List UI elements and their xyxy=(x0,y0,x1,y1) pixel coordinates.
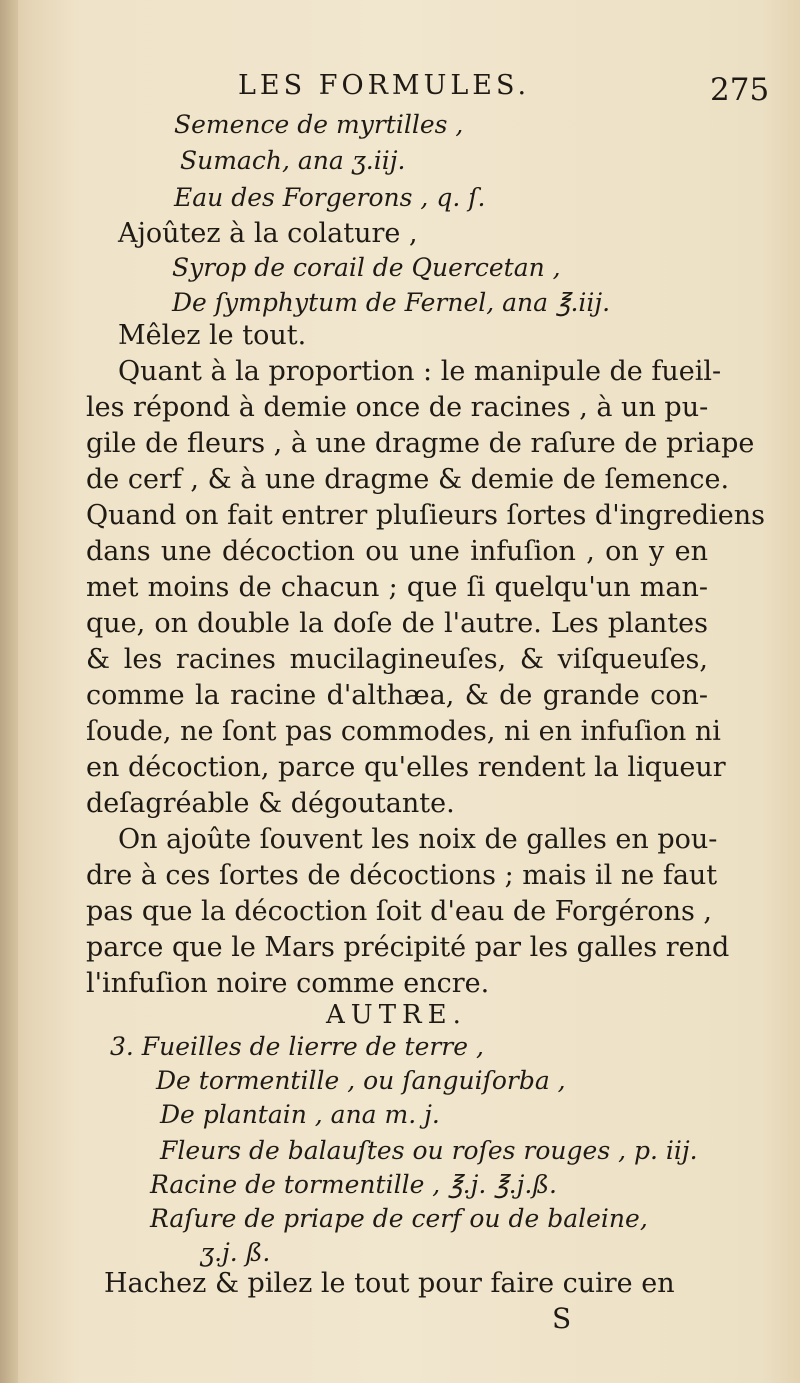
text-line: De plantain , ana m. j. xyxy=(160,1100,440,1129)
page-number: 275 xyxy=(710,72,770,108)
text-line: On ajoûte ſouvent les noix de galles en pou- xyxy=(118,824,718,855)
text-line: Quant à la proportion : le manipule de fueil- xyxy=(118,356,722,387)
text-line: dans une décoction ou une infuſion , on y en xyxy=(86,536,708,567)
text-line: de cerf , & à une dragme & demie de ſemence. xyxy=(86,464,730,495)
text-line: en décoction, parce qu'elles rendent la liqueur xyxy=(86,752,726,783)
section-heading: AUTRE. xyxy=(326,1000,467,1030)
text-line: deſagréable & dégoutante. xyxy=(86,788,455,819)
text-line: Syrop de corail de Quercetan , xyxy=(172,253,561,282)
text-line: dre à ces ſortes de décoctions ; mais il ne faut xyxy=(86,860,718,891)
text-line: ʒ.j. ß. xyxy=(200,1238,271,1267)
text-line: Quand on fait entrer pluſieurs ſortes d'ingrediens xyxy=(86,500,765,531)
text-line: Hachez & pilez le tout pour faire cuire en xyxy=(104,1268,675,1299)
text-line: De ſymphytum de Fernel, ana ℥.iij. xyxy=(172,288,611,317)
text-line: Semence de myrtilles , xyxy=(174,110,464,139)
text-line: De tormentille , ou ſanguiſorba , xyxy=(156,1066,566,1095)
text-line: comme la racine d'althæa, & de grande con- xyxy=(86,680,708,711)
text-line: pas que la décoction ſoit d'eau de Forgérons , xyxy=(86,896,713,927)
text-line: l'infuſion noire comme encre. xyxy=(86,968,490,999)
binding-gutter xyxy=(0,0,18,1383)
text-line: Fleurs de balauſtes ou roſes rouges , p. iij. xyxy=(160,1136,698,1165)
text-line: Eau des Forgerons , q. ſ. xyxy=(174,183,486,212)
signature-mark: S xyxy=(552,1302,572,1335)
running-title: LES FORMULES. xyxy=(238,70,531,101)
text-line: 3. Fueilles de lierre de terre , xyxy=(110,1032,484,1061)
text-line: ſoude, ne ſont pas commodes, ni en infuſion ni xyxy=(86,716,721,747)
text-line: gile de fleurs , à une dragme de raſure de priape xyxy=(86,428,755,459)
text-line: & les racines mucilagineuſes, & viſqueuſes, xyxy=(86,644,708,675)
text-line: Mêlez le tout. xyxy=(118,320,307,351)
text-line: que, on double la doſe de l'autre. Les plantes xyxy=(86,608,708,639)
text-line: les répond à demie once de racines , à un pu- xyxy=(86,392,709,423)
text-line: Sumach, ana ʒ.iij. xyxy=(180,146,406,175)
text-line: met moins de chacun ; que ſi quelqu'un man- xyxy=(86,572,708,603)
text-line: Ajoûtez à la colature , xyxy=(118,218,418,249)
text-line: Raſure de priape de cerf ou de baleine, xyxy=(150,1204,648,1233)
text-line: parce que le Mars précipité par les galles rend xyxy=(86,932,730,963)
text-line: Racine de tormentille , ℥.j. ℥.j.ß. xyxy=(150,1170,557,1199)
